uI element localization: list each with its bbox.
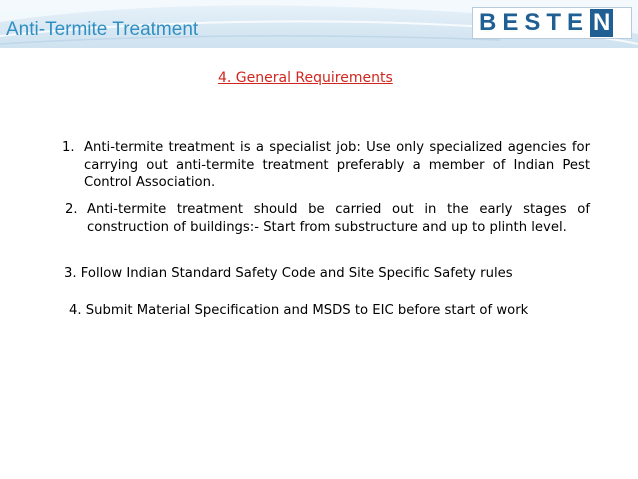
requirement-number: 1. [62, 140, 75, 155]
logo-wordmark [479, 9, 613, 37]
section-heading: 4. General Requirements [218, 70, 393, 86]
requirement-item-4: 4. Submit Material Specification and MSDS to EIC before start of work [69, 303, 529, 318]
requirement-item-3: 3. Follow Indian Standard Safety Code and Site Specific Safety rules [64, 266, 513, 281]
requirement-item-1 [62, 139, 590, 192]
requirement-item-2 [65, 201, 590, 236]
logo-last-letter: N [590, 9, 613, 37]
logo-text: BESTE [479, 9, 590, 36]
header-band [0, 0, 638, 48]
requirement-number: 2. [65, 202, 78, 217]
besten-logo [472, 7, 632, 39]
slide-title: Anti-Termite Treatment [6, 19, 199, 40]
requirement-text: Anti-termite treatment is a specialist job: Use only specialized agencies for carrying out anti-termite treatment preferably a member of Indian Pest Control Association. [84, 140, 590, 190]
requirement-text: Anti-termite treatment should be carried out in the early stages of construction of buildings:- Start from substructure and up to plinth level. [87, 202, 590, 235]
